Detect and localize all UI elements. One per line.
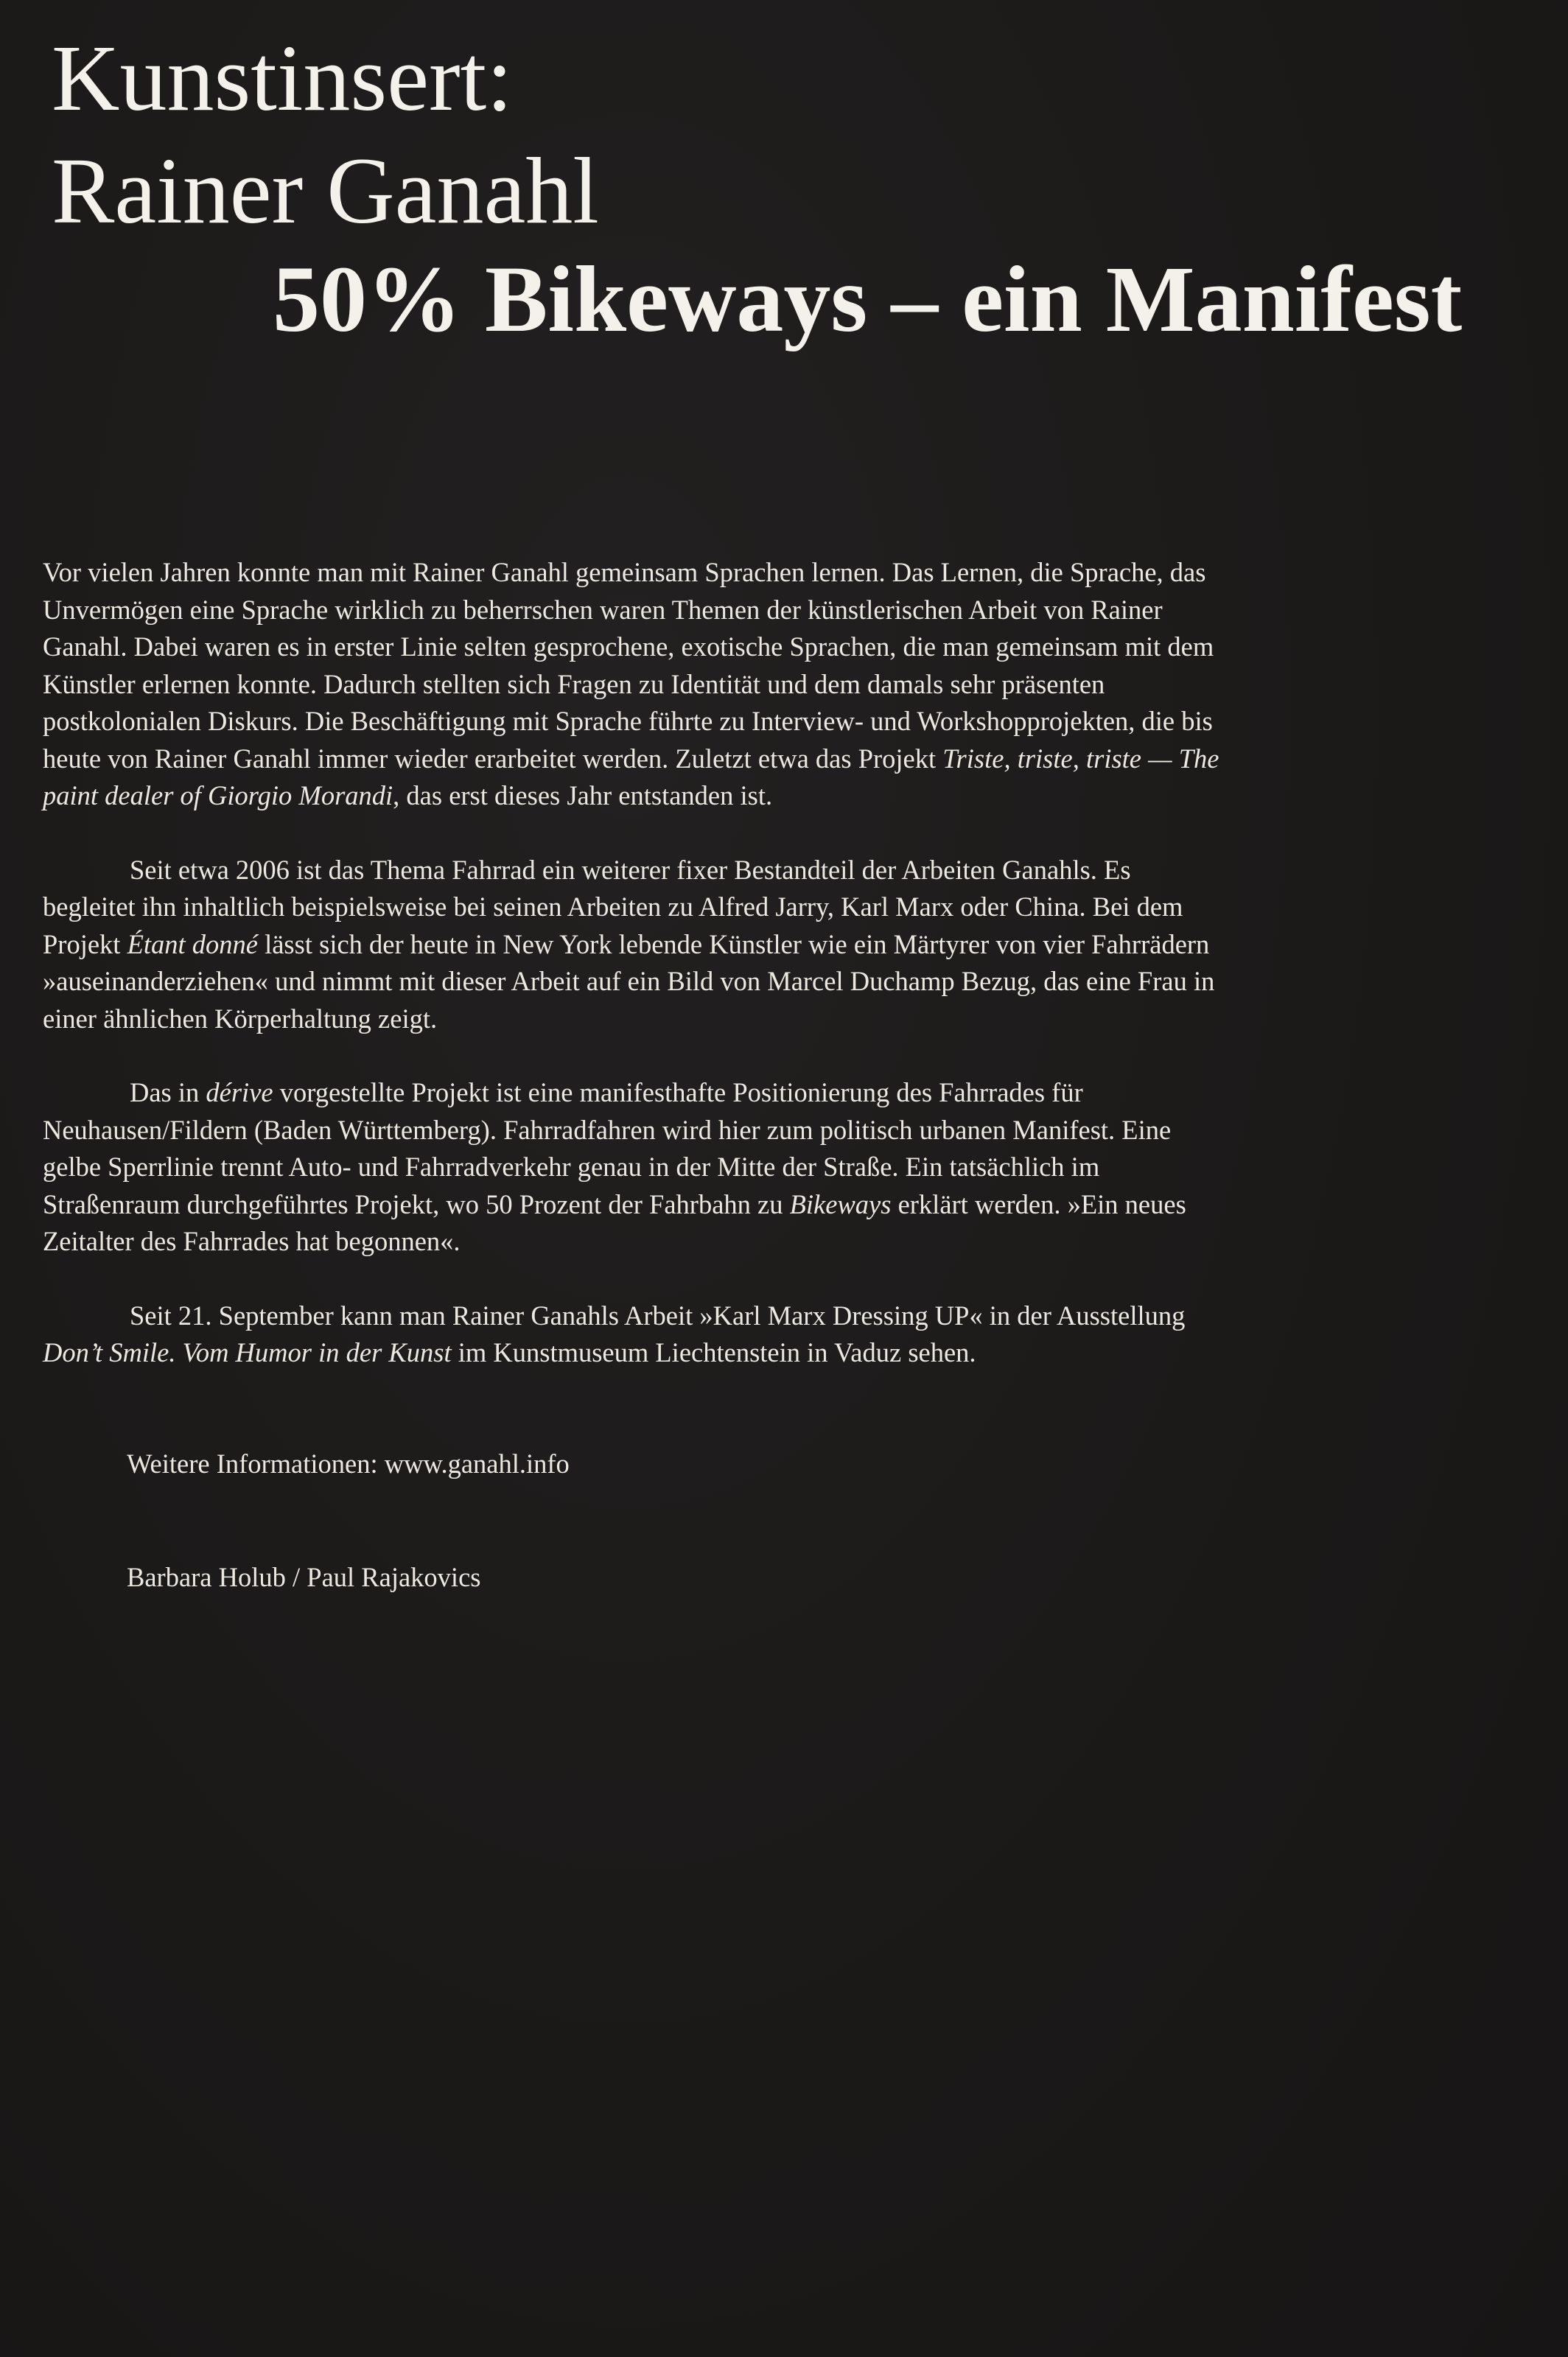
exhibition-title: Don’t Smile. Vom Humor in der Kunst <box>43 1337 452 1367</box>
paragraph-1: Vor vielen Jahren konnte man mit Rainer Ganahl gemeinsam Sprachen lernen. Das Lernen, die Sprache, das Unvermögen eine Sprache wirklich zu beherrschen waren Themen der künstlerischen Arbeit von Rainer Ganahl. Dabei waren es in erster Linie selten gesprochene, exotische Sprachen, die man gemeinsam mit dem Künstler erlernen konnte. Dadurch stellten sich Fragen zu Identität und dem damals sehr präsenten postkolonialen Diskurs. Die Beschäftigung mit Sprache führte zu Interview- und Workshopprojekten, die bis heute von Rainer Ganahl immer wieder erarbeitet werden. Zuletzt etwa das Projekt Triste, triste, triste — The paint dealer of Giorgio Morandi, das erst dieses Jahr entstanden ist. <box>43 557 1219 810</box>
heading-artist-name: Rainer Ganahl <box>52 139 599 243</box>
term-bikeways: Bikeways <box>789 1188 892 1219</box>
heading-kunstinsert: Kunstinsert: <box>52 26 513 130</box>
article-subtitle: 50% Bikeways – ein Manifest <box>273 247 1463 351</box>
paragraph-3: Das in dérive vorgestellte Projekt ist eine manifesthafte Positionierung des Fahrrades für Neuhausen/Fildern (Baden Württemberg). Fahrradfahren wird hier zum politisch urbanen Manifest. Eine gelbe Sperrlinie trennt Auto- und Fahrradverkehr genau in der Mitte der Straße. Ein tatsächlich im Straßenraum durchgeführtes Projekt, wo 50 Prozent der Fahrbahn zu Bikeways erklärt werden. »Ein neues Zeitalter des Fahrrades hat begonnen«. <box>43 1077 1186 1256</box>
paragraph-4: Seit 21. September kann man Rainer Ganahls Arbeit »Karl Marx Dressing UP« in der Ausstellung Don’t Smile. Vom Humor in der Kunst im Kunstmuseum Liechtenstein in Vaduz sehen. <box>43 1300 1186 1367</box>
magazine-title-derive: dérive <box>206 1077 273 1107</box>
authors-byline: Barbara Holub / Paul Rajakovics <box>127 1562 481 1592</box>
further-information: Weitere Informationen: www.ganahl.info <box>127 1449 570 1479</box>
work-title-triste: Triste, triste, triste — The paint dealer of Giorgio Morandi <box>43 743 1219 810</box>
work-title-etant-donne: Étant donné <box>127 928 258 959</box>
paragraph-2: Seit etwa 2006 ist das Thema Fahrrad ein weiterer fixer Bestandteil der Arbeiten Ganahls. Es begleitet ihn inhaltlich beispielsweise bei seinen Arbeiten zu Alfred Jarry, Karl Marx oder China. Bei dem Projekt Étant donné lässt sich der heute in New York lebende Künstler wie ein Märtyrer von vier Fahrrädern »auseinanderziehen« und nimmt mit dieser Arbeit auf ein Bild von Marcel Duchamp Bezug, das eine Frau in einer ähnlichen Körperhaltung zeigt. <box>43 854 1215 1034</box>
article-body <box>43 554 1222 1372</box>
